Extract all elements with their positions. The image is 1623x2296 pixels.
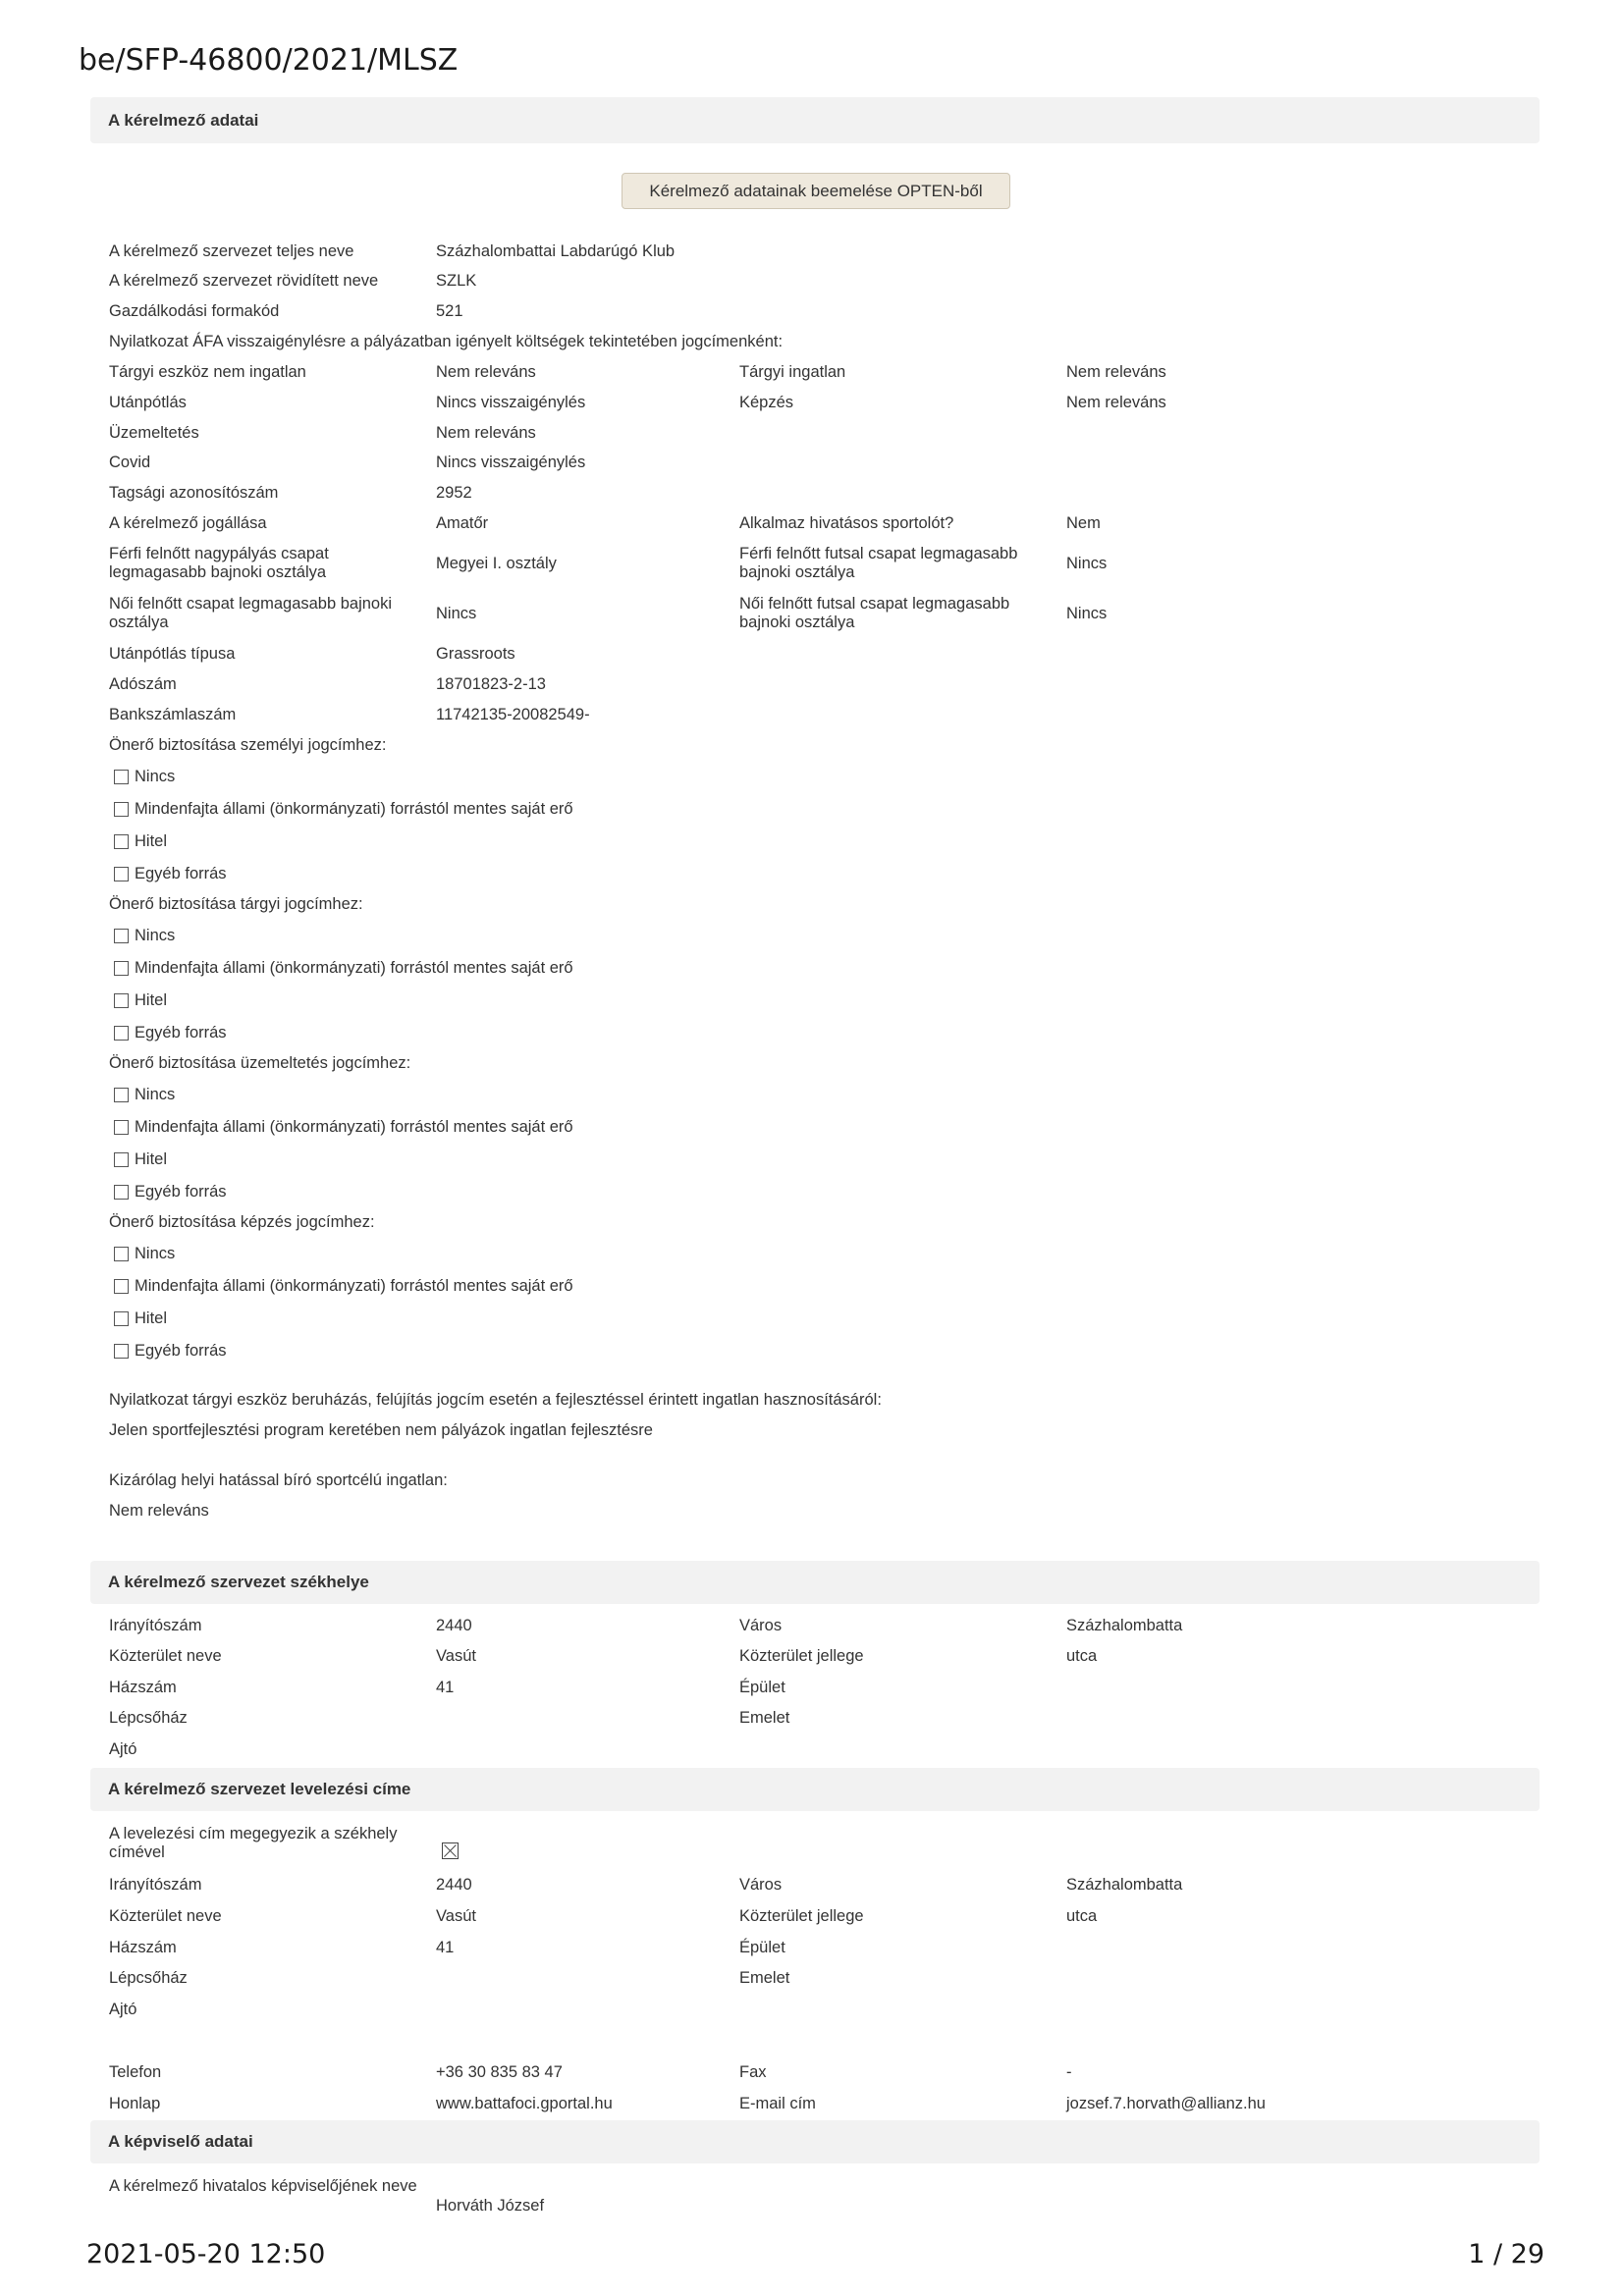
checkbox-unchecked[interactable]	[114, 993, 129, 1008]
seat-house-label: Házszám	[109, 1679, 177, 1696]
fax-label: Fax	[739, 2063, 767, 2081]
option-label: Egyéb forrás	[135, 1342, 227, 1360]
own-funds-title: Önerő biztosítása képzés jogcímhez:	[109, 1213, 375, 1231]
option-label: Egyéb forrás	[135, 1024, 227, 1041]
seat-stair-label: Lépcsőház	[109, 1709, 188, 1727]
checkbox-unchecked[interactable]	[114, 770, 129, 784]
women-value: Nincs	[436, 605, 477, 622]
legal-status-value: Amatőr	[436, 514, 489, 532]
own-funds-option[interactable]	[114, 1086, 175, 1104]
full-name-label: A kérelmező szervezet teljes neve	[109, 242, 354, 260]
email-value: jozsef.7.horvath@allianz.hu	[1066, 2095, 1266, 2112]
seat-street-label: Közterület neve	[109, 1647, 222, 1665]
own-funds-option[interactable]	[114, 1245, 175, 1263]
section-header-seat: A kérelmező szervezet székhelye	[90, 1561, 1540, 1604]
checkbox-unchecked[interactable]	[114, 1344, 129, 1359]
mail-stair-label: Lépcsőház	[109, 1969, 188, 1987]
covid-label: Covid	[109, 454, 151, 471]
men-field-label: Férfi felnőtt nagypályás csapat legmagasabb bajnoki osztálya	[109, 545, 329, 581]
seat-street-type-value: utca	[1066, 1647, 1098, 1665]
asset-label: Tárgyi eszköz nem ingatlan	[109, 363, 306, 381]
own-funds-title: Önerő biztosítása üzemeltetés jogcímhez:	[109, 1054, 411, 1072]
rep-name-value: Horváth József	[436, 2197, 545, 2215]
mail-door-label: Ajtó	[109, 2001, 137, 2018]
option-label: Nincs	[135, 1086, 176, 1103]
phone-value: +36 30 835 83 47	[436, 2063, 563, 2081]
own-funds-option[interactable]	[114, 959, 573, 978]
option-label: Hitel	[135, 1309, 168, 1327]
vat-statement: Nyilatkozat ÁFA visszaigénylésre a pályázatban igényelt költségek tekintetében jogcímenként:	[109, 333, 784, 350]
phone-label: Telefon	[109, 2063, 162, 2081]
option-label: Hitel	[135, 1150, 168, 1168]
option-label: Mindenfajta állami (önkormányzati) forrástól mentes saját erő	[135, 959, 573, 977]
pro-label: Alkalmaz hivatásos sportolót?	[739, 514, 954, 532]
local-impact-label: Kizárólag helyi hatással bíró sportcélú ingatlan:	[109, 1471, 448, 1489]
own-funds-option[interactable]	[114, 1309, 167, 1328]
training-label: Képzés	[739, 394, 794, 411]
fax-value: -	[1066, 2063, 1072, 2081]
own-funds-option[interactable]	[114, 1277, 573, 1296]
own-funds-option[interactable]	[114, 1342, 227, 1361]
checkbox-unchecked[interactable]	[114, 1120, 129, 1135]
mail-building-label: Épület	[739, 1939, 785, 1956]
tax-value: 18701823-2-13	[436, 675, 546, 693]
option-label: Egyéb forrás	[135, 1183, 227, 1201]
asset-value: Nem releváns	[436, 363, 536, 381]
econ-form-value: 521	[436, 302, 463, 320]
option-label: Nincs	[135, 768, 176, 785]
mail-same-label: A levelezési cím megegyezik a székhely címével	[109, 1825, 398, 1861]
own-funds-option[interactable]	[114, 1183, 227, 1201]
checkbox-unchecked[interactable]	[114, 867, 129, 881]
checkbox-unchecked[interactable]	[114, 1088, 129, 1102]
youth-label: Utánpótlás	[109, 394, 187, 411]
asset-statement-label: Nyilatkozat tárgyi eszköz beruházás, felújítás jogcím esetén a fejlesztéssel érintett ingatlan hasznosításáról:	[109, 1391, 882, 1409]
seat-building-label: Épület	[739, 1679, 785, 1696]
bank-value: 11742135-20082549-	[436, 706, 590, 723]
own-funds-option[interactable]	[114, 832, 167, 851]
youth-type-label: Utánpótlás típusa	[109, 645, 236, 663]
checkbox-unchecked[interactable]	[114, 929, 129, 943]
mail-zip-value: 2440	[436, 1876, 472, 1894]
checkbox-unchecked[interactable]	[114, 1247, 129, 1261]
tax-label: Adószám	[109, 675, 177, 693]
option-label: Egyéb forrás	[135, 865, 227, 882]
email-label: E-mail cím	[739, 2095, 816, 2112]
women-label: Női felnőtt csapat legmagasabb bajnoki osztálya	[109, 595, 393, 631]
bank-label: Bankszámlaszám	[109, 706, 237, 723]
own-funds-title: Önerő biztosítása tárgyi jogcímhez:	[109, 895, 363, 913]
checkbox-unchecked[interactable]	[114, 961, 129, 976]
seat-zip-label: Irányítószám	[109, 1617, 202, 1634]
mail-city-label: Város	[739, 1876, 783, 1894]
web-value: www.battafoci.gportal.hu	[436, 2095, 613, 2112]
footer-timestamp: 2021-05-20 12:50	[86, 2239, 326, 2269]
checkbox-unchecked[interactable]	[114, 1311, 129, 1326]
own-funds-option[interactable]	[114, 1118, 573, 1137]
men-field-value: Megyei I. osztály	[436, 555, 557, 572]
pro-value: Nem	[1066, 514, 1101, 532]
legal-status-label: A kérelmező jogállása	[109, 514, 267, 532]
section-header-mail: A kérelmező szervezet levelezési címe	[90, 1768, 1540, 1811]
youth-value: Nincs visszaigénylés	[436, 394, 586, 411]
realestate-value: Nem releváns	[1066, 363, 1166, 381]
seat-floor-label: Emelet	[739, 1709, 790, 1727]
opten-import-button[interactable]: Kérelmező adatainak beemelése OPTEN-ből	[622, 173, 1010, 209]
own-funds-option[interactable]	[114, 927, 175, 945]
short-name-label: A kérelmező szervezet rövidített neve	[109, 272, 379, 290]
checkbox-unchecked[interactable]	[114, 1185, 129, 1200]
seat-zip-value: 2440	[436, 1617, 472, 1634]
option-label: Hitel	[135, 991, 168, 1009]
mail-floor-label: Emelet	[739, 1969, 790, 1987]
section-header-representative: A képviselő adatai	[90, 2120, 1540, 2163]
women-futsal-label: Női felnőtt futsal csapat legmagasabb bajnoki osztálya	[739, 595, 1010, 631]
section-header-applicant: A kérelmező adatai	[90, 97, 1540, 143]
own-funds-option[interactable]	[114, 1024, 227, 1042]
checkbox-unchecked[interactable]	[114, 1279, 129, 1294]
mail-street-value: Vasút	[436, 1907, 476, 1925]
member-id-value: 2952	[436, 484, 472, 502]
mail-same-checkbox[interactable]	[442, 1842, 459, 1864]
document-id: be/SFP-46800/2021/MLSZ	[79, 43, 459, 78]
mail-house-value: 41	[436, 1939, 455, 1956]
option-label: Hitel	[135, 832, 168, 850]
own-funds-option[interactable]	[114, 1150, 167, 1169]
option-label: Nincs	[135, 1245, 176, 1262]
mail-street-type-value: utca	[1066, 1907, 1098, 1925]
option-label: Mindenfajta állami (önkormányzati) forrástól mentes saját erő	[135, 800, 573, 818]
econ-form-label: Gazdálkodási formakód	[109, 302, 280, 320]
seat-door-label: Ajtó	[109, 1740, 137, 1758]
training-value: Nem releváns	[1066, 394, 1166, 411]
realestate-label: Tárgyi ingatlan	[739, 363, 846, 381]
mail-zip-label: Irányítószám	[109, 1876, 202, 1894]
mail-street-type-label: Közterület jellege	[739, 1907, 864, 1925]
checkbox-unchecked[interactable]	[114, 1152, 129, 1167]
option-label: Nincs	[135, 927, 176, 944]
checkbox-unchecked[interactable]	[114, 1026, 129, 1041]
web-label: Honlap	[109, 2095, 161, 2112]
own-funds-option[interactable]	[114, 865, 227, 883]
operation-label: Üzemeltetés	[109, 424, 199, 442]
own-funds-option[interactable]	[114, 800, 573, 819]
seat-city-value: Százhalombatta	[1066, 1617, 1183, 1634]
youth-type-value: Grassroots	[436, 645, 515, 663]
full-name-value: Százhalombattai Labdarúgó Klub	[436, 242, 676, 260]
covid-value: Nincs visszaigénylés	[436, 454, 586, 471]
asset-statement-value: Jelen sportfejlesztési program keretében nem pályázok ingatlan fejlesztésre	[109, 1421, 653, 1439]
own-funds-option[interactable]	[114, 991, 167, 1010]
option-label: Mindenfajta állami (önkormányzati) forrástól mentes saját erő	[135, 1118, 573, 1136]
member-id-label: Tagsági azonosítószám	[109, 484, 279, 502]
seat-street-value: Vasút	[436, 1647, 476, 1665]
option-label: Mindenfajta állami (önkormányzati) forrástól mentes saját erő	[135, 1277, 573, 1295]
short-name-value: SZLK	[436, 272, 477, 290]
operation-value: Nem releváns	[436, 424, 536, 442]
seat-house-value: 41	[436, 1679, 455, 1696]
mail-street-label: Közterület neve	[109, 1907, 222, 1925]
women-futsal-value: Nincs	[1066, 605, 1108, 622]
local-impact-value: Nem releváns	[109, 1502, 209, 1520]
rep-name-label: A kérelmező hivatalos képviselőjének neve	[109, 2177, 417, 2195]
mail-city-value: Százhalombatta	[1066, 1876, 1183, 1894]
checkbox-checked-icon	[442, 1842, 459, 1859]
men-futsal-value: Nincs	[1066, 555, 1108, 572]
seat-city-label: Város	[739, 1617, 783, 1634]
own-funds-title: Önerő biztosítása személyi jogcímhez:	[109, 736, 387, 754]
checkbox-unchecked[interactable]	[114, 802, 129, 817]
checkbox-unchecked[interactable]	[114, 834, 129, 849]
mail-house-label: Házszám	[109, 1939, 177, 1956]
footer-page-number: 1 / 29	[1468, 2239, 1544, 2269]
men-futsal-label: Férfi felnőtt futsal csapat legmagasabb bajnoki osztálya	[739, 545, 1018, 581]
own-funds-option[interactable]	[114, 768, 175, 786]
seat-street-type-label: Közterület jellege	[739, 1647, 864, 1665]
